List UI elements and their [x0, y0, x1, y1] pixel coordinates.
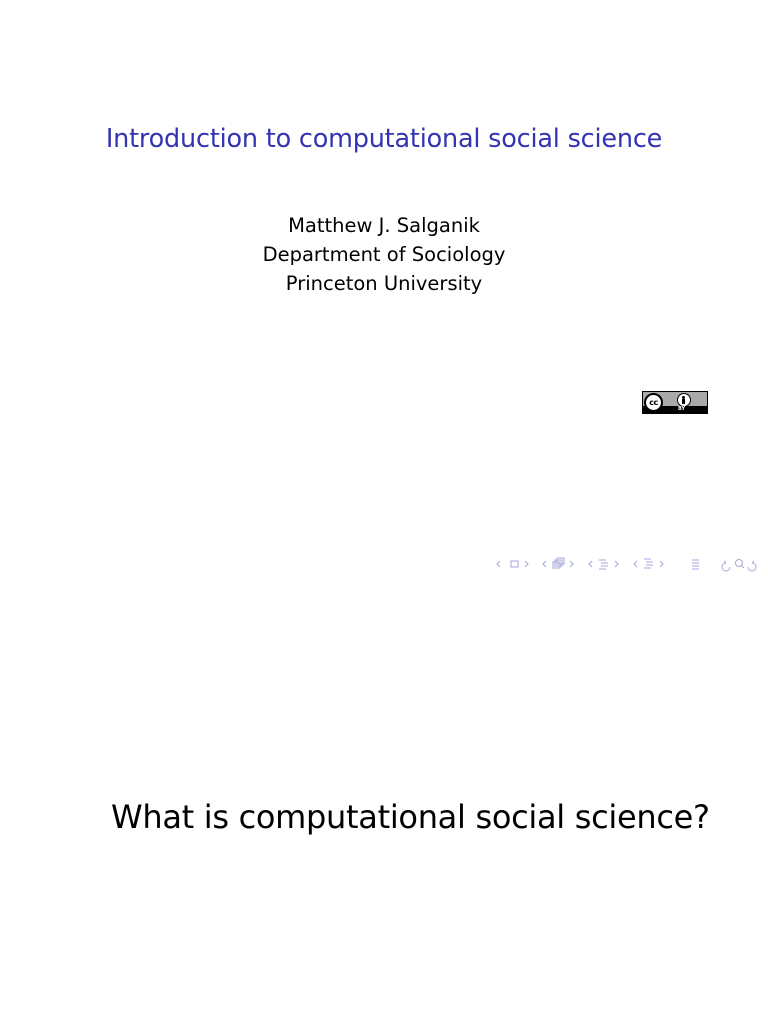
nav-subsection-group[interactable] — [543, 558, 573, 568]
nav-search-group[interactable] — [722, 560, 756, 572]
nav-frame-group[interactable] — [497, 561, 528, 567]
author-department: Department of Sociology — [262, 243, 506, 266]
nav-forward-icon[interactable] — [748, 561, 756, 571]
author-institution: Princeton University — [285, 272, 483, 295]
nav-slide-icon[interactable] — [644, 559, 653, 568]
nav-back-icon[interactable] — [722, 561, 730, 571]
nav-subsection-icon[interactable] — [553, 558, 564, 568]
slide-question — [0, 580, 768, 1024]
nav-section-icon[interactable] — [599, 560, 608, 569]
nav-slide-group[interactable] — [634, 559, 663, 568]
nav-document-icon[interactable] — [692, 560, 699, 569]
nav-search-icon[interactable] — [736, 560, 745, 569]
presentation-title: Introduction to computational social science — [105, 124, 663, 154]
cc-by-license-icon[interactable] — [642, 391, 708, 414]
nav-subsection-right-icon[interactable] — [570, 561, 573, 567]
nav-slide-right-icon[interactable] — [660, 561, 663, 567]
beamer-navigation-bar — [495, 556, 763, 572]
nav-frame-left-icon[interactable] — [497, 561, 500, 567]
author-block — [0, 211, 768, 298]
nav-slide-left-icon[interactable] — [634, 561, 637, 567]
nav-frame-icon[interactable] — [511, 561, 518, 567]
cc-icon: cc — [644, 393, 663, 412]
attribution-person-icon — [677, 393, 691, 407]
nav-section-group[interactable] — [589, 560, 618, 569]
slide-heading: What is computational social science? — [111, 798, 710, 836]
nav-section-left-icon[interactable] — [589, 561, 592, 567]
nav-section-right-icon[interactable] — [615, 561, 618, 567]
nav-frame-right-icon[interactable] — [525, 561, 528, 567]
nav-subsection-left-icon[interactable] — [543, 561, 546, 567]
by-label: BY — [678, 406, 686, 412]
author-name: Matthew J. Salganik — [288, 214, 480, 237]
